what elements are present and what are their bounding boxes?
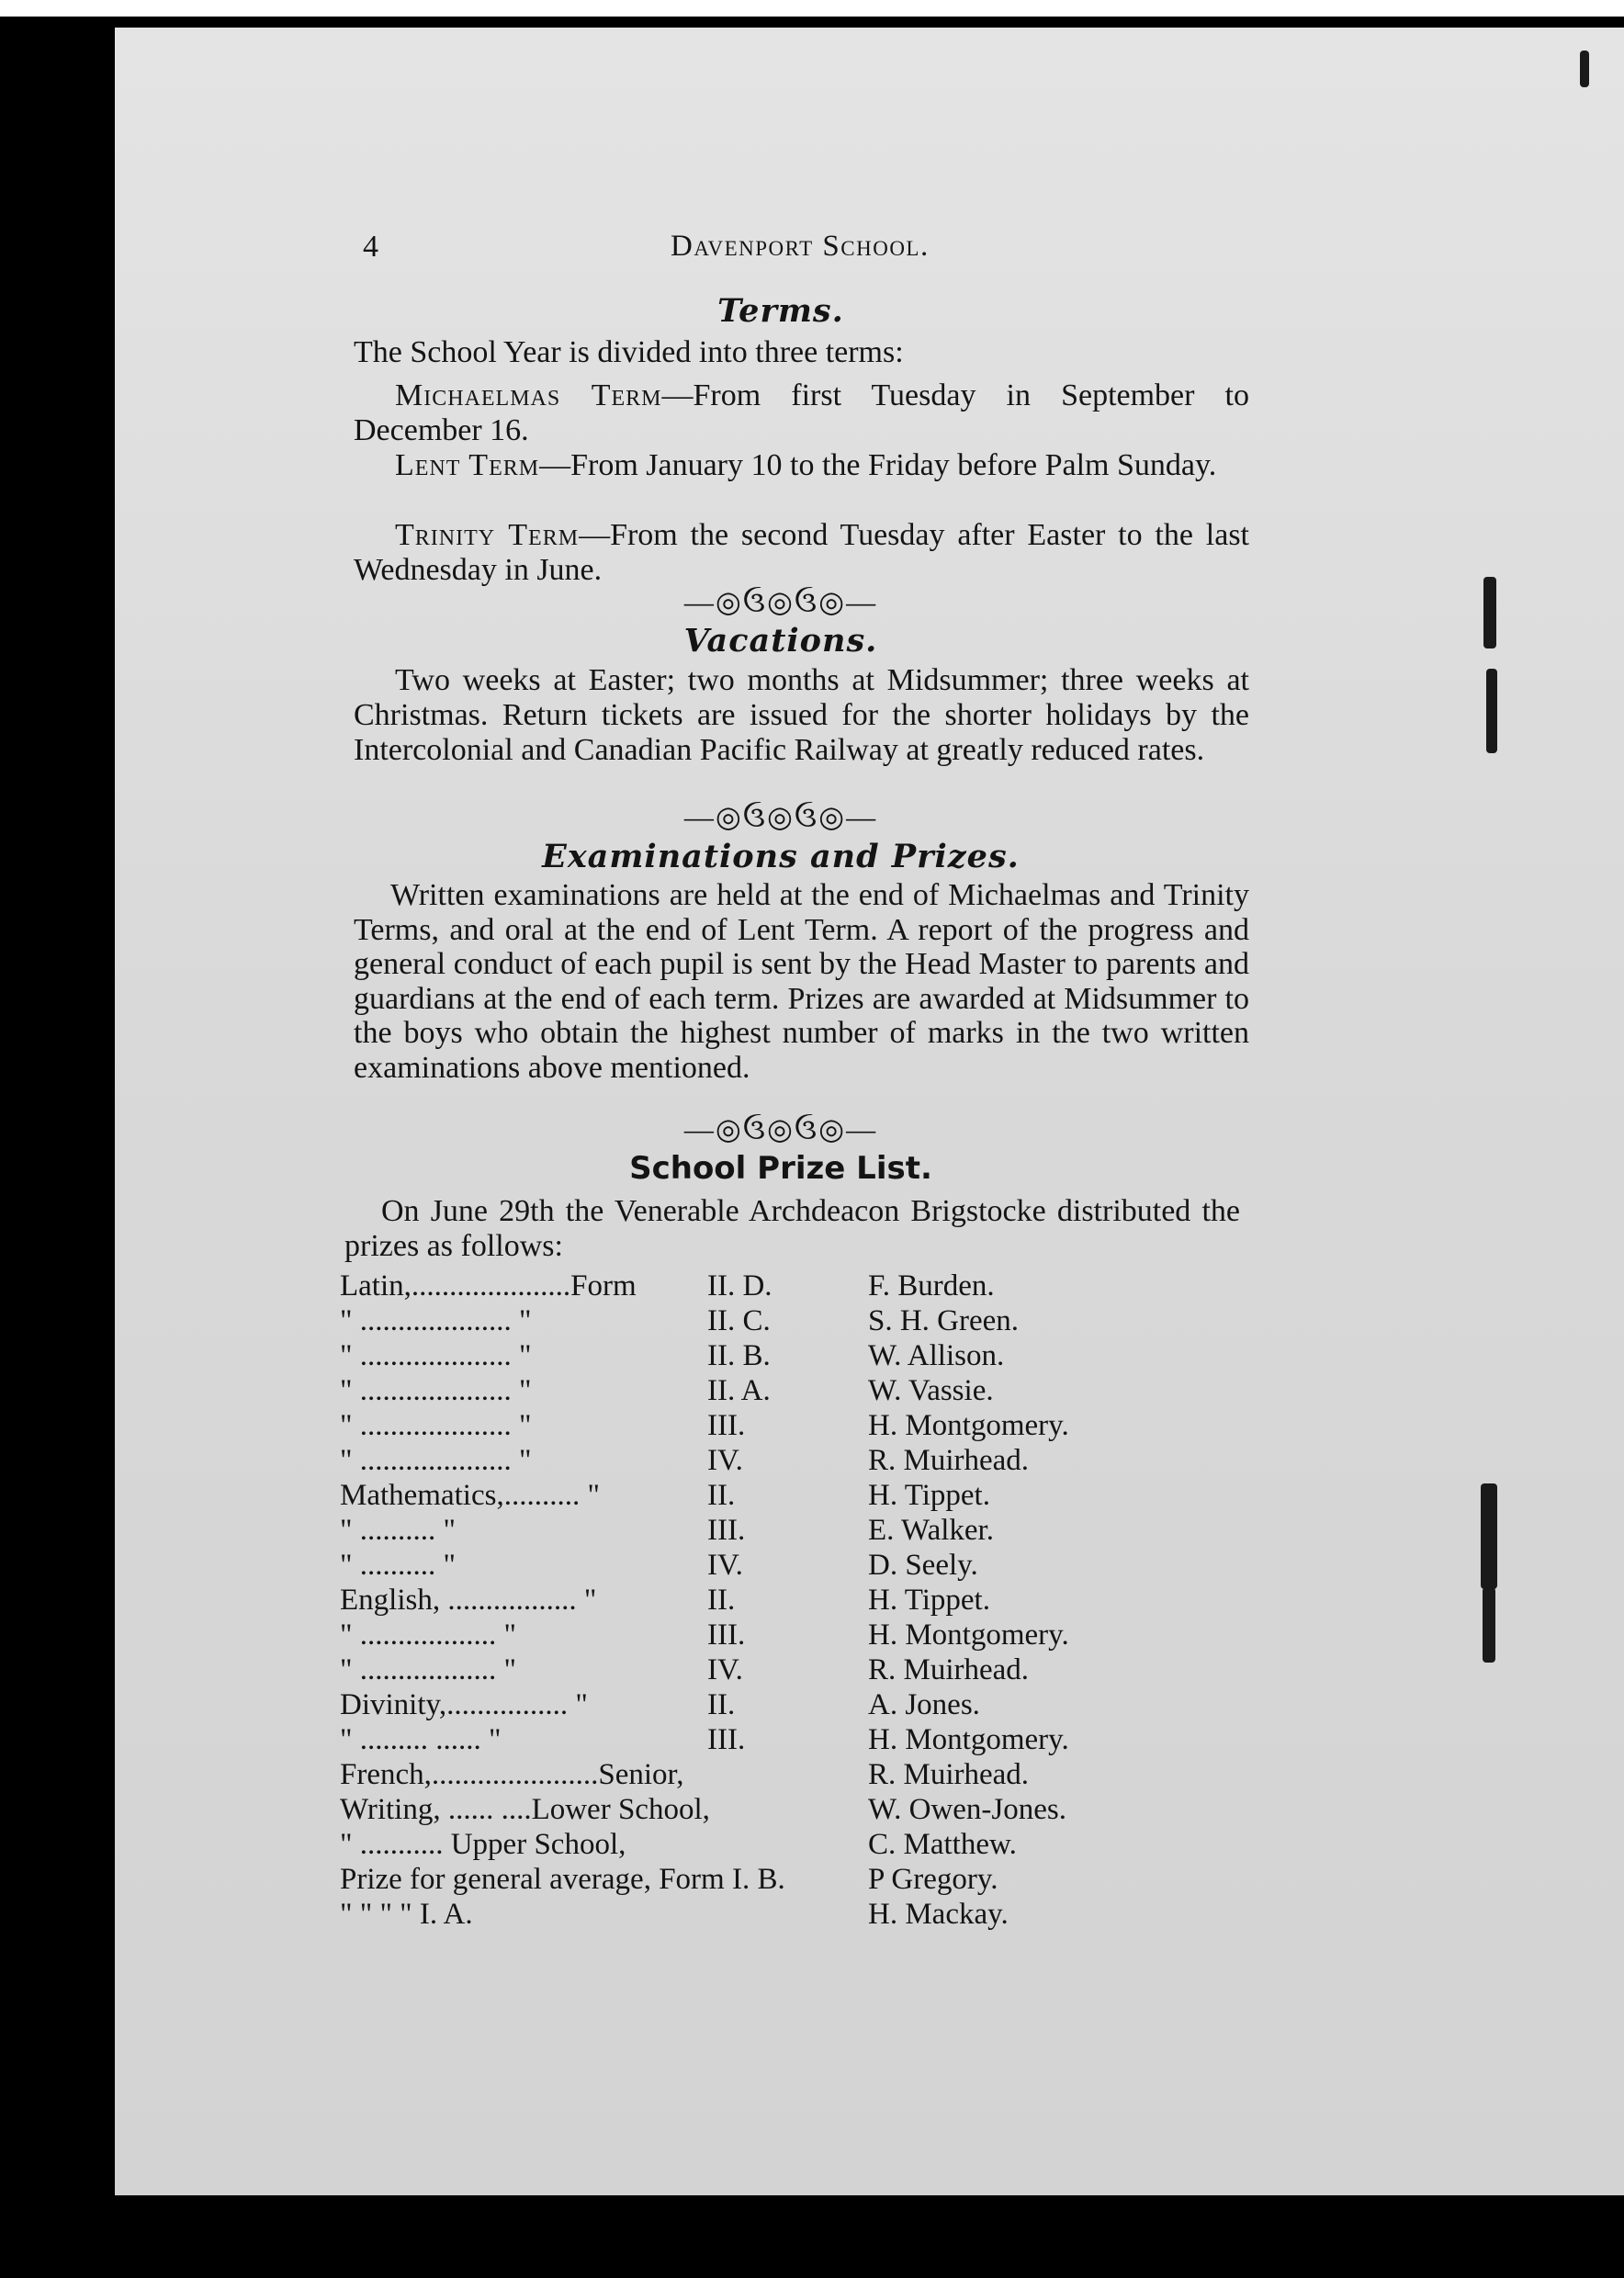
prize-row: [340, 1688, 1167, 1723]
scan-edge: [0, 0, 1624, 17]
examinations-text: Written examinations are held at the end of Michaelmas and Trinity Terms, and oral at the end of Lent Term. A report of the progress and general conduct of each pupil is sent by the Head Master to parents and guardians at the end of each term. Prizes are awarded at Midsummer to the boys who obtain the highest number of marks in the two written examinations above mentioned.: [354, 878, 1249, 1085]
term-name: Lent Term: [395, 448, 540, 482]
terms-heading: Terms.: [717, 292, 844, 330]
prize-form: III.: [707, 1409, 746, 1442]
running-title: Davenport School.: [671, 230, 930, 263]
prize-winner: A. Jones.: [868, 1688, 980, 1721]
prize-subject: " .................... ": [340, 1444, 532, 1477]
prize-winner: H. Tippet.: [868, 1479, 990, 1512]
term-trinity: [354, 518, 1249, 588]
prize-row: [340, 1898, 1167, 1933]
prize-winner: H. Tippet.: [868, 1584, 990, 1617]
page-number: 4: [363, 230, 378, 264]
prize-winner: D. Seely.: [868, 1549, 978, 1582]
prize-subject: " .................... ": [340, 1304, 532, 1337]
prize-winner: C. Matthew.: [868, 1828, 1017, 1861]
term-lent: [354, 448, 1249, 483]
ornament-divider: —◎ઉ◎ઉ◎—: [683, 1112, 878, 1145]
prize-subject: " ......... ...... ": [340, 1723, 502, 1756]
prize-subject: " .................. ": [340, 1653, 516, 1686]
examinations-heading: Examinations and Prizes.: [542, 838, 1020, 875]
term-michaelmas: [354, 378, 1249, 448]
scan-mark: [1486, 669, 1497, 753]
prize-form: II. D.: [707, 1269, 773, 1303]
prize-subject: English, ................. ": [340, 1584, 597, 1617]
term-text: —From January 10 to the Friday before Palm Sunday.: [539, 448, 1217, 482]
prize-subject: Prize for general average, Form I. B.: [340, 1863, 785, 1896]
prize-form: II.: [707, 1584, 736, 1617]
prize-row: [340, 1269, 1167, 1304]
prize-winner: W. Owen-Jones.: [868, 1793, 1066, 1826]
prize-winner: H. Montgomery.: [868, 1409, 1069, 1442]
prize-row: [340, 1514, 1167, 1549]
prize-form: IV.: [707, 1653, 743, 1686]
prize-row: [340, 1828, 1167, 1863]
prize-subject: " .......... ": [340, 1514, 456, 1547]
vacations-text: Two weeks at Easter; two months at Midsummer; three weeks at Christmas. Return tickets are issued for the shorter holidays by the Intercolonial and Canadian Pacific Railway at greatly reduced rates.: [354, 663, 1249, 767]
prize-form: IV.: [707, 1444, 743, 1477]
prize-winner: W. Vassie.: [868, 1374, 994, 1407]
term-name: Michaelmas Term: [395, 378, 662, 412]
ornament-divider: —◎ઉ◎ઉ◎—: [683, 800, 878, 833]
prize-row: [340, 1339, 1167, 1374]
vacations-heading: Vacations.: [683, 622, 878, 660]
prize-row: [340, 1863, 1167, 1898]
prize-row: [340, 1793, 1167, 1828]
prize-row: [340, 1409, 1167, 1444]
scan-mark: [1483, 577, 1496, 648]
prize-subject: " .................... ": [340, 1409, 532, 1442]
prize-winner: H. Mackay.: [868, 1898, 1009, 1931]
prize-row: [340, 1584, 1167, 1618]
prize-row: [340, 1374, 1167, 1409]
prize-subject: " .................. ": [340, 1618, 516, 1652]
prize-row: [340, 1758, 1167, 1793]
prize-form: II.: [707, 1688, 736, 1721]
prize-row: [340, 1444, 1167, 1479]
prize-list-heading: School Prize List.: [629, 1150, 932, 1187]
prize-form: II.: [707, 1479, 736, 1512]
prize-row: [340, 1618, 1167, 1653]
prize-winner: R. Muirhead.: [868, 1653, 1030, 1686]
prize-subject: Divinity,................ ": [340, 1688, 588, 1721]
prize-winner: H. Montgomery.: [868, 1723, 1069, 1756]
terms-intro: The School Year is divided into three terms:: [354, 335, 904, 369]
prize-row: [340, 1549, 1167, 1584]
prize-subject: " .................... ": [340, 1374, 532, 1407]
term-text: —From the second Tuesday after Easter to the last Wednesday in June.: [354, 518, 1249, 587]
prize-subject: Writing, ...... ....Lower School,: [340, 1793, 710, 1826]
prize-row: [340, 1653, 1167, 1688]
prize-subject: " .......... ": [340, 1549, 456, 1582]
prize-subject: Latin,.....................Form: [340, 1269, 637, 1303]
scan-mark: [1580, 51, 1589, 87]
prize-form: III.: [707, 1514, 746, 1547]
prize-form: II. B.: [707, 1339, 771, 1372]
prize-row: [340, 1723, 1167, 1758]
prize-form: II. C.: [707, 1304, 771, 1337]
term-text: —From first Tuesday in September to December 16.: [354, 378, 1249, 447]
prize-subject: " " " " I. A.: [340, 1898, 473, 1931]
prize-row: [340, 1479, 1167, 1514]
prize-list-intro: On June 29th the Venerable Archdeacon Brigstocke distributed the prizes as follows:: [344, 1194, 1240, 1263]
prize-subject: " ........... Upper School,: [340, 1828, 626, 1861]
prize-row: [340, 1304, 1167, 1339]
prize-form: III.: [707, 1618, 746, 1652]
prize-winner: R. Muirhead.: [868, 1758, 1030, 1791]
prize-form: II. A.: [707, 1374, 771, 1407]
prize-winner: W. Allison.: [868, 1339, 1005, 1372]
prize-winner: E. Walker.: [868, 1514, 994, 1547]
prize-winner: H. Montgomery.: [868, 1618, 1069, 1652]
scan-mark: [1481, 1483, 1497, 1589]
term-name: Trinity Term: [395, 518, 580, 552]
prize-form: III.: [707, 1723, 746, 1756]
prize-winner: S. H. Green.: [868, 1304, 1020, 1337]
scan-mark: [1483, 1587, 1495, 1663]
prize-form: IV.: [707, 1549, 743, 1582]
prize-winner: F. Burden.: [868, 1269, 995, 1303]
prize-subject: French,......................Senior,: [340, 1758, 684, 1791]
prize-subject: Mathematics,.......... ": [340, 1479, 600, 1512]
prize-winner: R. Muirhead.: [868, 1444, 1030, 1477]
ornament-divider: —◎ઉ◎ઉ◎—: [683, 585, 878, 618]
prize-winner: P Gregory.: [868, 1863, 998, 1896]
prize-subject: " .................... ": [340, 1339, 532, 1372]
